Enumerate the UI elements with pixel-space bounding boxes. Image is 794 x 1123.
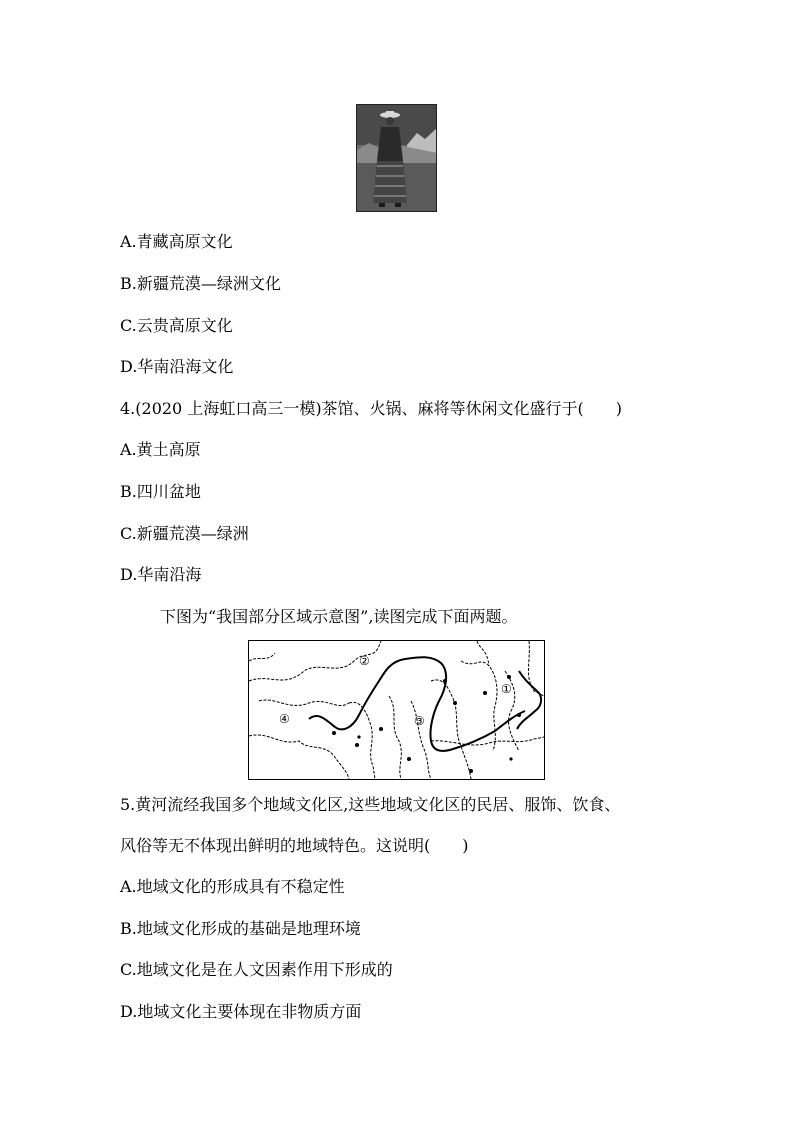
map-label-1: ①	[501, 682, 512, 696]
q5-option-a: A.地域文化的形成具有不稳定性	[120, 877, 345, 896]
tibetan-dress-photo	[356, 104, 437, 212]
map-label-4: ④	[279, 712, 290, 726]
region-map	[248, 640, 545, 780]
q4-option-d: D.华南沿海	[120, 565, 202, 584]
city-marker	[332, 731, 336, 735]
q3-option-c: C.云贵高原文化	[120, 316, 233, 335]
q4-option-c: C.新疆荒漠—绿洲	[120, 524, 249, 543]
q5-option-b: B.地域文化形成的基础是地理环境	[120, 919, 361, 938]
q4-option-b: B.四川盆地	[120, 482, 201, 501]
q3-option-d: D.华南沿海文化	[120, 357, 234, 376]
city-marker	[407, 757, 411, 761]
city-marker	[517, 713, 521, 717]
q5-stem-line1: 5.黄河流经我国多个地域文化区,这些地域文化区的民居、服饰、饮食、	[120, 795, 621, 814]
q5-option-d: D.地域文化主要体现在非物质方面	[120, 1002, 362, 1021]
city-marker	[357, 735, 360, 738]
q4-stem: 4.(2020 上海虹口高三一模)茶馆、火锅、麻将等休闲文化盛行于( )	[120, 399, 623, 418]
city-marker	[509, 757, 512, 760]
q3-option-a: A.青藏高原文化	[120, 232, 233, 251]
map-label-2: ②	[359, 654, 370, 668]
photo-illustration	[357, 105, 437, 212]
city-marker	[355, 743, 359, 747]
map-label-3: ③	[414, 714, 425, 728]
city-marker	[443, 679, 447, 683]
q4-option-a: A.黄土高原	[120, 440, 201, 459]
q5-option-c: C.地域文化是在人文因素作用下形成的	[120, 960, 393, 979]
city-marker	[379, 727, 383, 731]
city-marker	[507, 675, 511, 679]
city-marker	[469, 769, 473, 773]
map-intro: 下图为“我国部分区域示意图”,读图完成下面两题。	[160, 607, 518, 626]
q3-option-b: B.新疆荒漠—绿洲文化	[120, 274, 281, 293]
city-marker	[453, 701, 457, 705]
region-map-svg	[249, 641, 544, 779]
q5-stem-line2: 风俗等无不体现出鲜明的地域特色。这说明( )	[120, 836, 469, 855]
city-marker	[483, 691, 487, 695]
